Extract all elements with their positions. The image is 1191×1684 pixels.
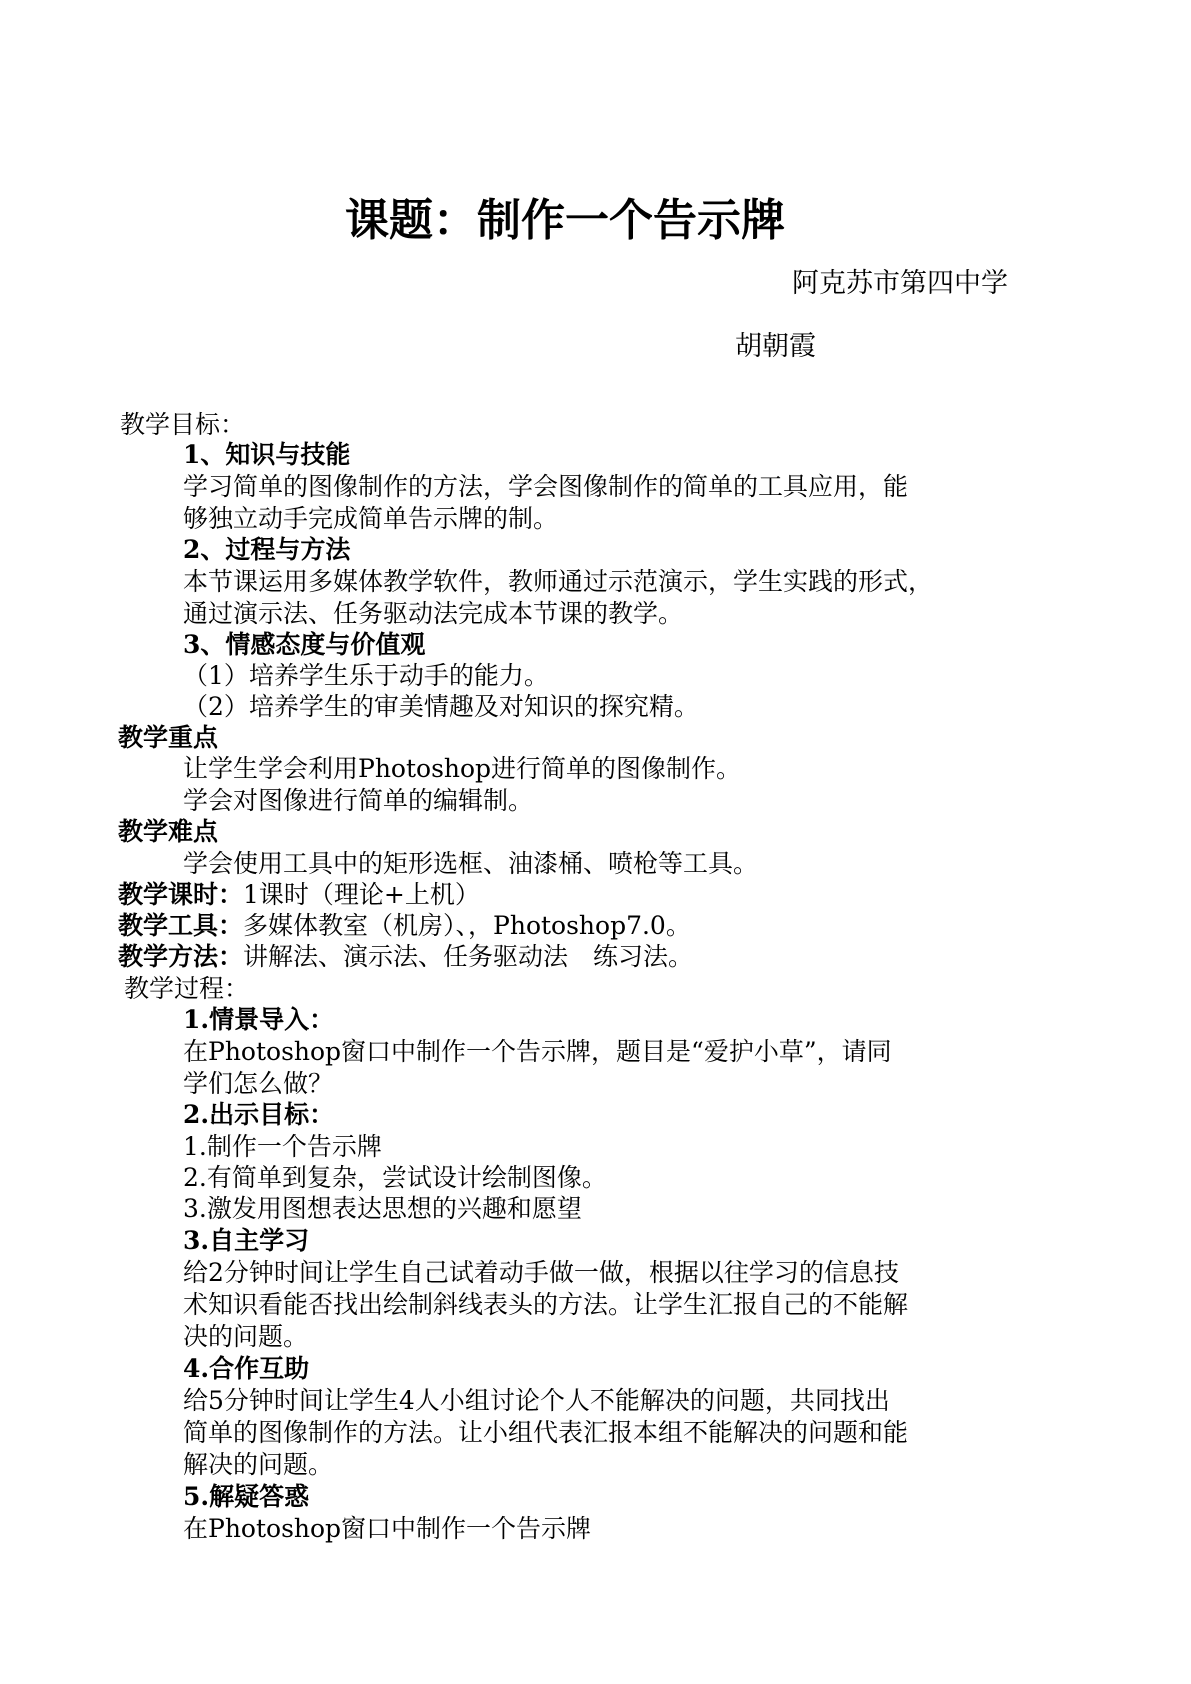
goals-sub3-item1: （1）培养学生乐于动手的能力。 [183,661,549,690]
goals-sub2-line1: 本节课运用多媒体教学软件，教师通过示范演示，学生实践的形式， [183,567,934,596]
goals-sub1-line1: 学习简单的图像制作的方法，学会图像制作的简单的工具应用，能 [183,472,909,501]
hours-row [118,882,480,907]
hours-value: 1课时（理论+上机） [243,880,480,909]
goals-sub1-line2: 够独立动手完成简单告示牌的制。 [183,504,559,533]
author-name: 胡朝霞 [735,331,816,362]
process-s1-line2: 学们怎么做？ [183,1069,334,1098]
hours-label: 教学课时： [118,880,244,909]
difficulty-line1: 学会使用工具中的矩形选框、油漆桶、喷枪等工具。 [183,849,759,878]
page-title: 课题：制作一个告示牌 [345,195,785,246]
focus-line1: 让学生学会利用Photoshop进行简单的图像制作。 [183,754,742,783]
process-s4-line1: 给5分钟时间让学生4人小组讨论个人不能解决的问题，共同找出 [183,1386,890,1415]
focus-heading: 教学重点 [118,723,219,752]
process-s3-heading: 3.自主学习 [183,1226,310,1255]
process-s2-heading: 2.出示目标： [183,1100,335,1129]
process-s2-item1: 1.制作一个告示牌 [183,1132,382,1161]
process-s5-heading: 5.解疑答惑 [183,1482,310,1511]
process-s3-line1: 给2分钟时间让学生自己试着动手做一做，根据以往学习的信息技 [183,1258,899,1287]
methods-row [118,944,693,969]
tools-value: 多媒体教室（机房）、，Photoshop7.0。 [243,911,691,940]
process-s4-heading: 4.合作互助 [183,1354,310,1383]
school-name: 阿克苏市第四中学 [792,268,1008,299]
goals-heading: 教学目标： [120,410,246,439]
tools-label: 教学工具： [118,911,244,940]
process-s3-line2: 术知识看能否找出绘制斜线表头的方法。让学生汇报自己的不能解 [183,1290,909,1319]
process-s2-item2: 2.有简单到复杂，尝试设计绘制图像。 [183,1163,607,1192]
process-s2-item3: 3.激发用图想表达思想的兴趣和愿望 [183,1194,582,1223]
goals-sub2-line2: 通过演示法、任务驱动法完成本节课的教学。 [183,599,684,628]
methods-label: 教学方法： [118,942,244,971]
methods-value: 讲解法、演示法、任务驱动法 练习法。 [243,942,694,971]
process-s4-line2: 简单的图像制作的方法。让小组代表汇报本组不能解决的问题和能 [183,1418,909,1447]
tools-row [118,913,691,938]
goals-sub3-item2: （2）培养学生的审美情趣及对知识的探究精。 [183,692,699,721]
focus-line2: 学会对图像进行简单的编辑制。 [183,786,534,815]
process-heading: 教学过程： [124,974,250,1003]
process-s4-line3: 解决的问题。 [183,1450,334,1479]
difficulty-heading: 教学难点 [118,817,219,846]
goals-sub3-heading: 3、情感态度与价值观 [183,630,426,659]
process-s3-line3: 决的问题。 [183,1322,309,1351]
goals-sub1-heading: 1、知识与技能 [183,440,351,469]
process-s5-line1: 在Photoshop窗口中制作一个告示牌 [183,1514,592,1543]
goals-sub2-heading: 2、过程与方法 [183,535,351,564]
process-s1-heading: 1.情景导入： [183,1005,335,1034]
process-s1-line1: 在Photoshop窗口中制作一个告示牌，题目是“爱护小草”，请同 [183,1037,892,1066]
